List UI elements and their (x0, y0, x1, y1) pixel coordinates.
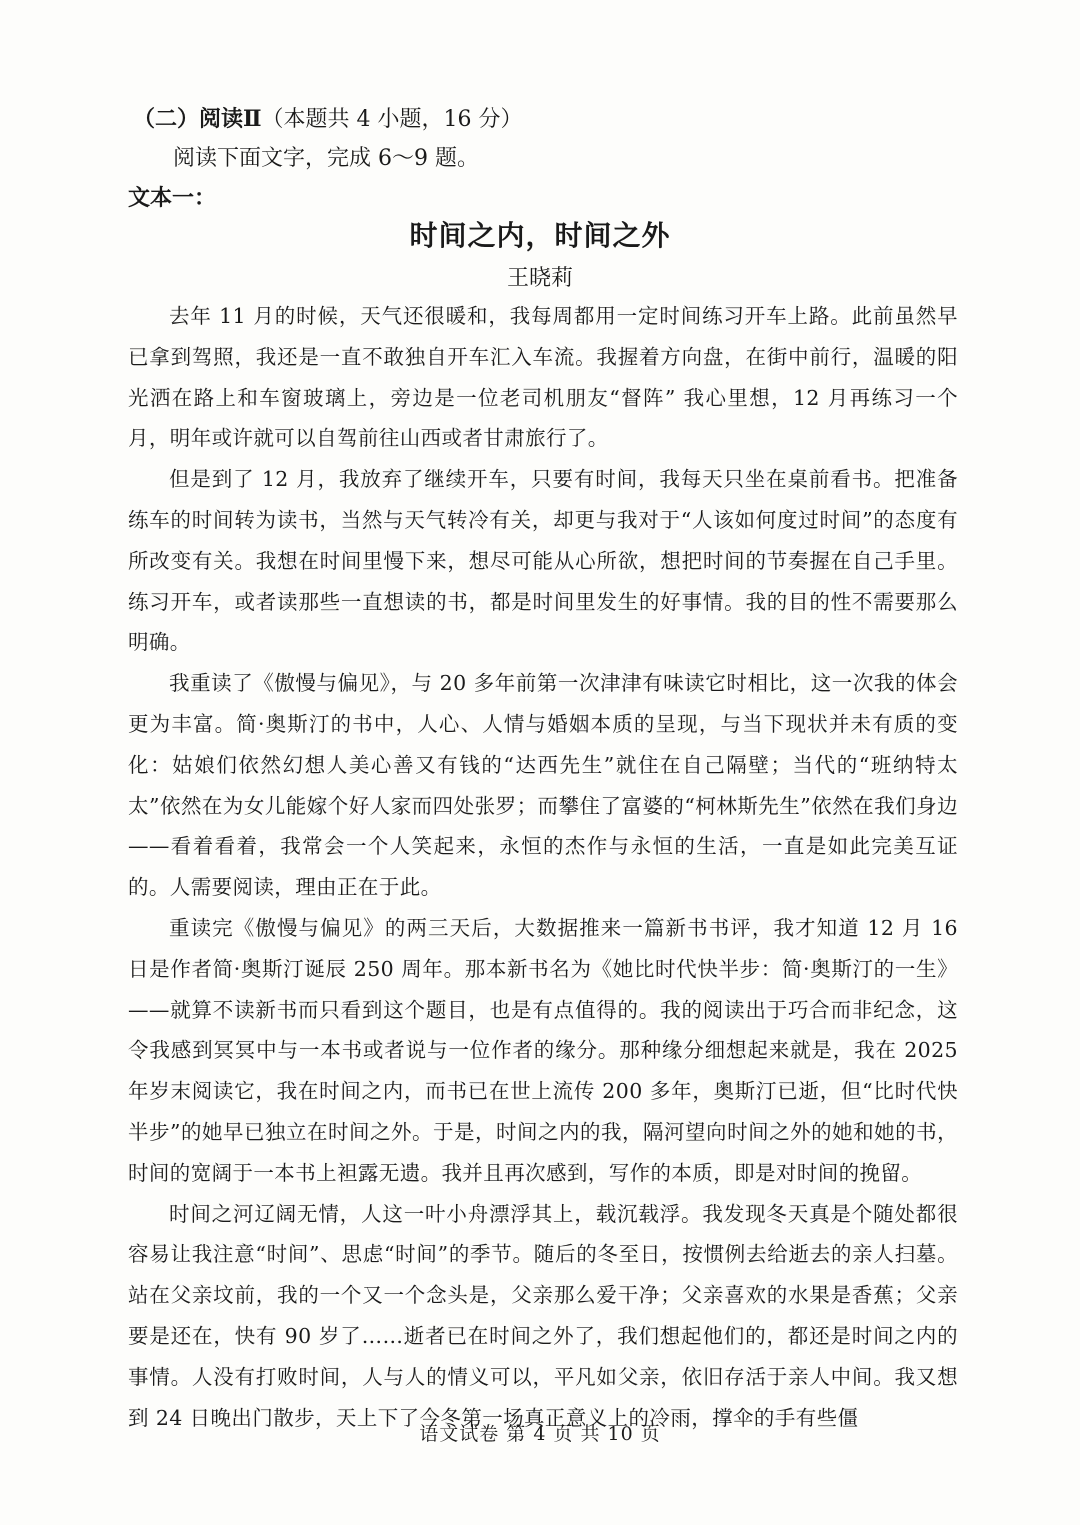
paragraph-3: 我重读了《傲慢与偏见》，与 20 多年前第一次津津有味读它时相比，这一次我的体会更为丰富。简·奥斯汀的书中，人心、人情与婚姻本质的呈现，与当下现状并未有质的变化：姑娘们依然幻想人美心善又有钱的“达西先生”就住在自己隔壁；当代的“班纳特太太”依然在为女儿能嫁个好人家而四处张罗；而攀住了富婆的“柯林斯先生”依然在我们身边——看着看着，我常会一个人笑起来，永恒的杰作与永恒的生活，一直是如此完美互证的。人需要阅读，理由正在于此。 (128, 671, 958, 900)
page-footer: 语文试卷 第 4 页 共 10 页 (419, 1423, 661, 1445)
paragraph-1: 去年 11 月的时候，天气还很暖和，我每周都用一定时间练习开车上路。此前虽然早已拿到驾照，我还是一直不敢独自开车汇入车流。我握着方向盘，在街中前行，温暖的阳光洒在路上和车窗玻璃上，旁边是一位老司机朋友“督阵” 我心里想，12 月再练习一个月，明年或许就可以自驾前往山西或者甘肃旅行了。 (128, 304, 958, 451)
article-title: 时间之内，时间之外 (409, 219, 671, 252)
paragraph-4: 重读完《傲慢与偏见》的两三天后，大数据推来一篇新书书评，我才知道 12 月 16 日是作者简·奥斯汀诞辰 250 周年。那本新书名为《她比时代快半步：简·奥斯汀的一生》——就算不读新书而只看到这个题目，也是有点值得的。我的阅读出于巧合而非纪念，这令我感到冥冥中与一本书或者说与一位作者的缘分。那种缘分细想起来就是，我在 2025 年岁末阅读它，我在时间之内，而书已在世上流传 200 多年，奥斯汀已逝，但“比时代快半步”的她早已独立在时间之外。于是，时间之内的我，隔河望向时间之外的她和她的书，时间的宽阔于一本书上袒露无遗。我并且再次感到，写作的本质，即是对时间的挽留。 (128, 915, 958, 1185)
article-body (128, 296, 958, 1438)
reading-instruction: 阅读下面文字，完成 6～9 题。 (173, 146, 479, 171)
text-one-label: 文本一： (128, 185, 217, 211)
section-title: （二）阅读Ⅱ (133, 106, 262, 132)
paragraph-2: 但是到了 12 月，我放弃了继续开车，只要有时间，我每天只坐在桌前看书。把准备练车的时间转为读书，当然与天气转冷有关，却更与我对于“人该如何度过时间”的态度有所改变有关。我想在时间里慢下来，想尽可能从心所欲，想把时间的节奏握在自己手里。练习开车，或者读那些一直想读的书，都是时间里发生的好事情。我的目的性不需要那么明确。 (128, 467, 958, 655)
section-header (133, 101, 523, 138)
paragraph-5: 时间之河辽阔无情，人这一叶小舟漂浮其上，载沉载浮。我发现冬天真是个随处都很容易让我注意“时间”、思虑“时间”的季节。随后的冬至日，按惯例去给逝去的亲人扫墓。站在父亲坟前，我的一个又一个念头是，父亲那么爱干净；父亲喜欢的水果是香蕉；父亲要是还在，快有 90 岁了……逝者已在时间之外了，我们想起他们的，都还是时间之内的事情。人没有打败时间，人与人的情义可以，平凡如父亲，依旧存活于亲人中间。我又想到 24 日晚出门散步，天上下了今冬第一场真正意义上的冷雨，撑伞的手有些僵 (128, 1201, 958, 1430)
section-score-note: （本题共 4 小题，16 分） (261, 107, 523, 132)
article-author: 王晓莉 (506, 266, 573, 291)
